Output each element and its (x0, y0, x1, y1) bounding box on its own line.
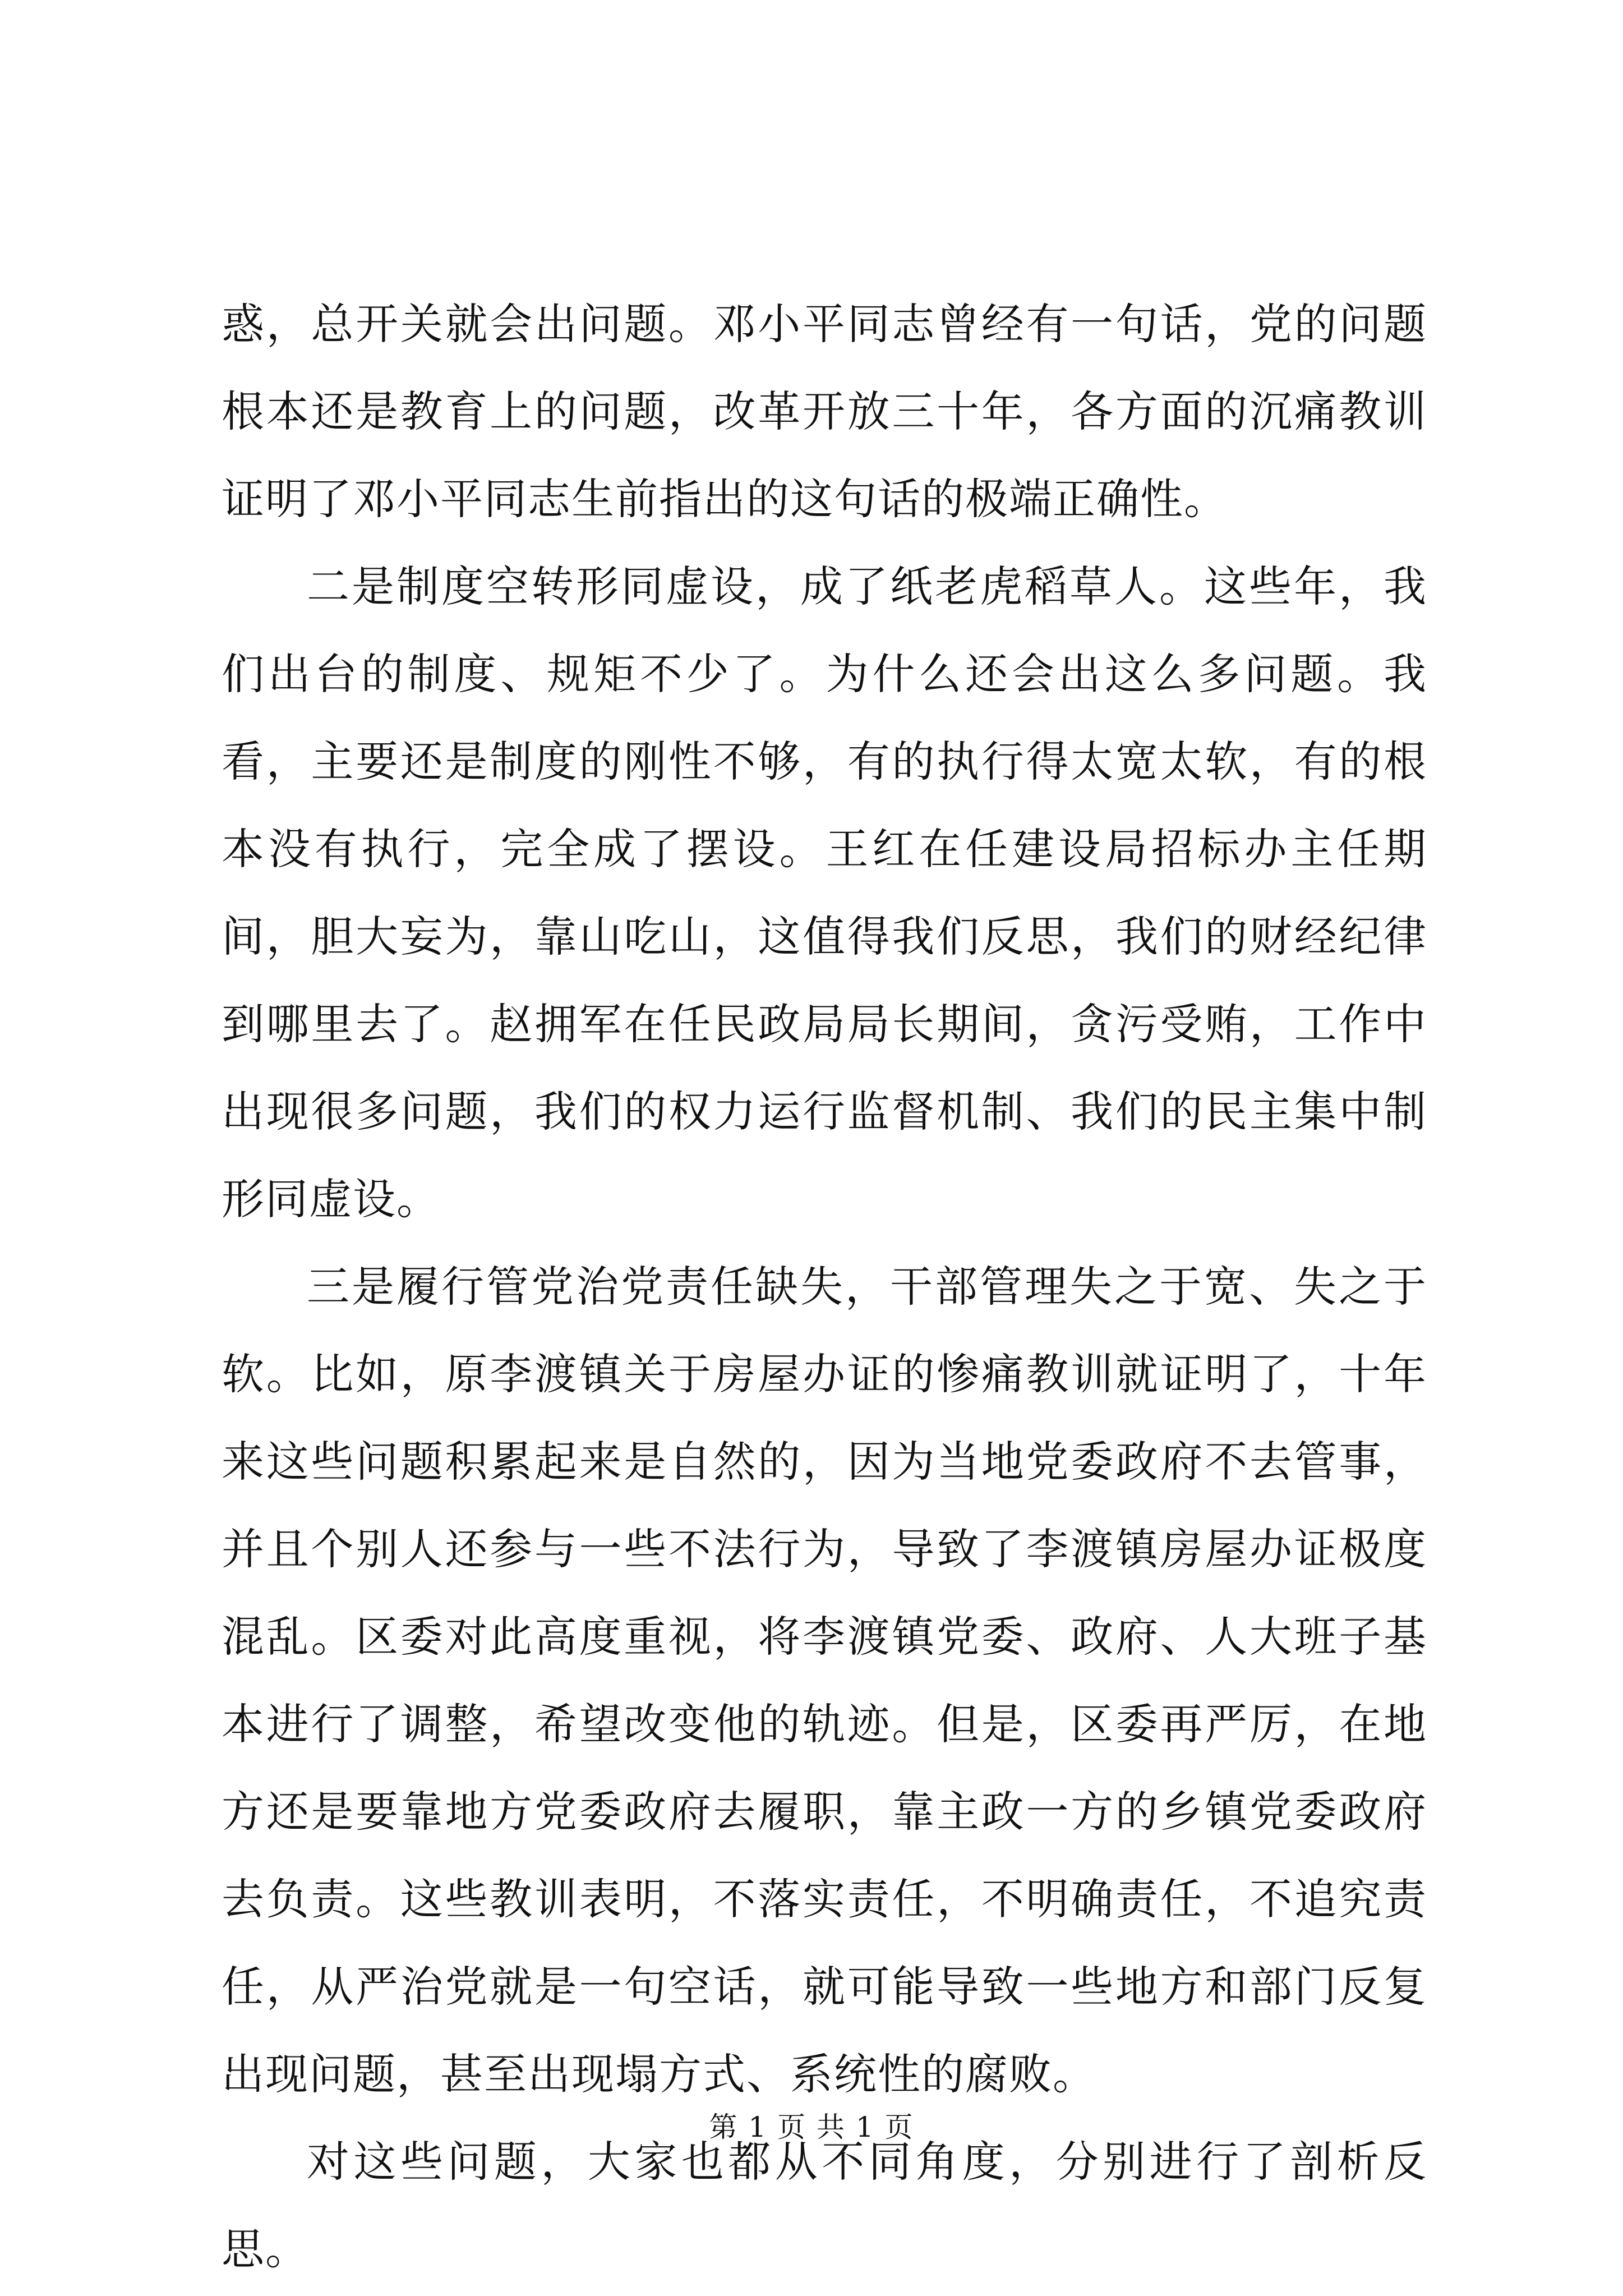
paragraph-3: 三是履行管党治党责任缺失，干部管理失之于宽、失之于软。比如，原李渡镇关于房屋办证的惨痛教训就证明了，十年来这些问题积累起来是自然的，因为当地党委政府不去管事，并且个别人还参与一些不法行为，导致了李渡镇房屋办证极度混乱。区委对此高度重视，将李渡镇党委、政府、人大班子基本进行了调整，希望改变他的轨迹。但是，区委再严厉，在地方还是要靠地方党委政府去履职，靠主政一方的乡镇党委政府去负责。这些教训表明，不落实责任，不明确责任，不追究责任，从严治党就是一句空话，就可能导致一些地方和部门反复出现问题，甚至出现塌方式、系统性的腐败。 (222, 1262, 1427, 2099)
page-footer: 第 1 页 共 1 页 (709, 2111, 914, 2143)
paragraph-4: 对这些问题，大家也都从不同角度，分别进行了剖析反思。 (222, 2137, 1427, 2274)
paragraph-1: 惑，总开关就会出问题。邓小平同志曾经有一句话，党的问题根本还是教育上的问题，改革开放三十年，各方面的沉痛教训证明了邓小平同志生前指出的这句话的极端正确性。 (222, 299, 1427, 524)
paragraph-2: 二是制度空转形同虚设，成了纸老虎稻草人。这些年，我们出台的制度、规矩不少了。为什么还会出这么多问题。我看，主要还是制度的刚性不够，有的执行得太宽太软，有的根本没有执行，完全成了摆设。王红在任建设局招标办主任期间，胆大妄为，靠山吃山，这值得我们反思，我们的财经纪律到哪里去了。赵拥军在任民政局局长期间，贪污受贿，工作中出现很多问题，我们的权力运行监督机制、我们的民主集中制形同虚设。 (222, 562, 1427, 1224)
document-body (222, 280, 1427, 2293)
